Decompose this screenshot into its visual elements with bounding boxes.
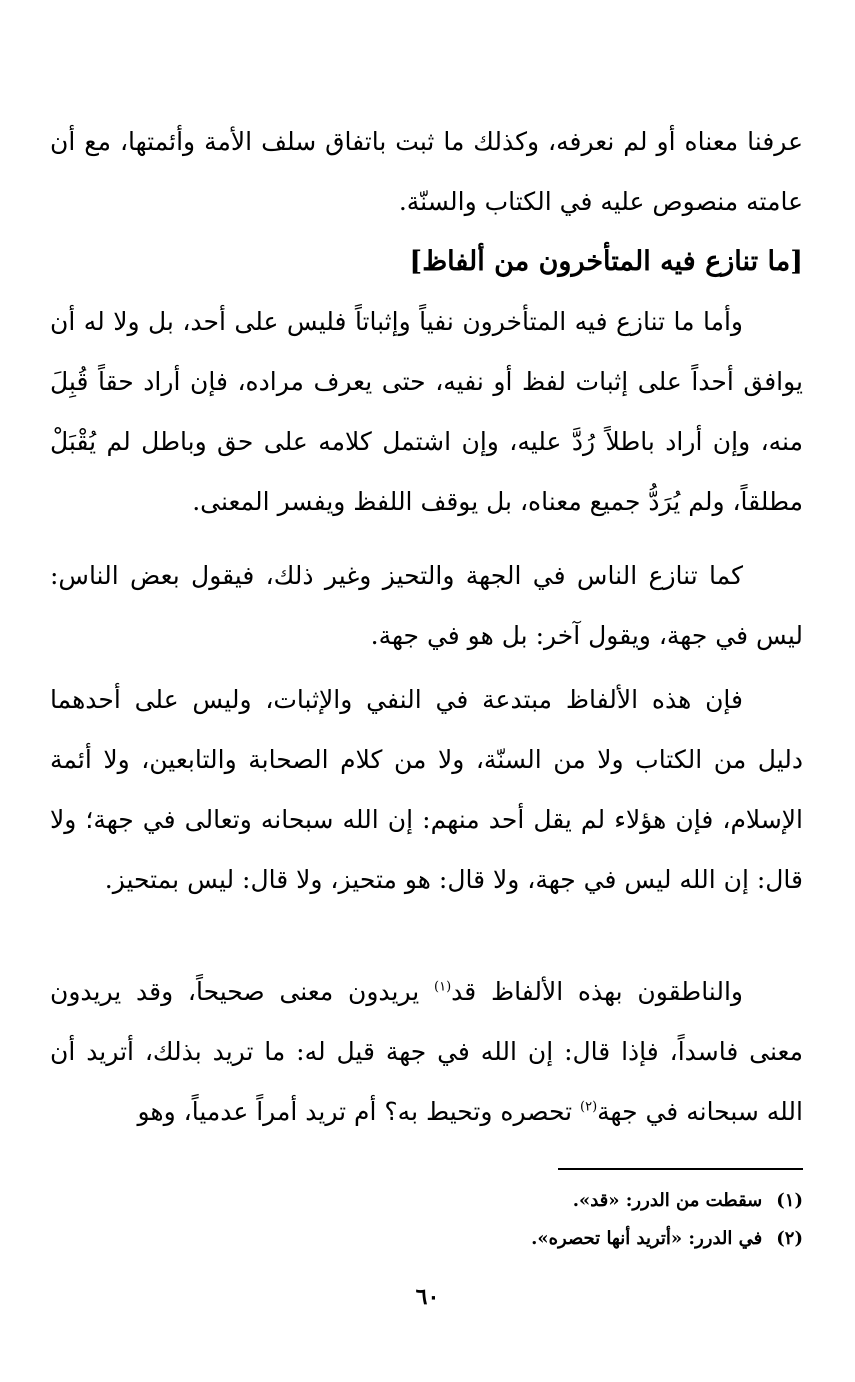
main-text-2: [50, 546, 803, 666]
footnote-2: [50, 1220, 803, 1258]
footnote-number: (١): [776, 1190, 803, 1211]
paragraph-5-part-a: والناطقون بهذه الألفاظ قد: [451, 977, 743, 1006]
footnote-text: في الدرر: «أتريد أنها تحصره».: [531, 1228, 763, 1249]
page-number: ٦٠: [415, 1284, 440, 1310]
paragraph-4: فإن هذه الألفاظ مبتدعة في النفي والإثبات، وليس على أحدهما دليل من الكتاب ولا من السنّة، ولا من كلام الصحابة والتابعين، ولا أئمة الإسلام، فإن هؤلاء لم يقل أحد منهم: إن الله سبحانه وتعالى في جهة؛ ولا قال: إن الله ليس في جهة، ولا قال: هو متحيز، ولا قال: ليس بمتحيز.: [50, 685, 803, 894]
section-heading: [ما تنازع فيه المتأخرون من ألفاظ]: [409, 246, 803, 277]
footnote-divider: [558, 1168, 803, 1170]
paragraph-2: وأما ما تنازع فيه المتأخرون نفياً وإثباتاً فليس على أحد، بل ولا له أن يوافق أحداً على إثبات لفظ أو نفيه، حتى يعرف مراده، فإن أراد حقاً قُبِلَ منه، وإن أراد باطلاً رُدَّ عليه، وإن اشتمل كلامه على حق وباطل لم يُقْبَلْ مطلقاً، ولم يُرَدُّ جميع معناه، بل يوقف اللفظ ويفسر المعنى.: [50, 307, 803, 516]
footnotes: [50, 1182, 803, 1258]
footnote-ref-1: (١): [434, 979, 452, 995]
paragraph-5-part-c: تحصره وتحيط به؟ أم تريد أمراً عدمياً، وهو: [137, 1097, 580, 1126]
main-text-4: [50, 962, 803, 1142]
footnote-ref-2: (٢): [580, 1099, 598, 1115]
main-text-3: [50, 670, 803, 910]
paragraph-5-part-b: يريدون معنى صحيحاً، وقد يريدون معنى فاسداً، فإذا قال: إن الله في جهة قيل له: ما تريد بذلك، أتريد أن الله سبحانه في جهة: [50, 977, 803, 1126]
main-text: [50, 112, 803, 532]
paragraph-3: كما تنازع الناس في الجهة والتحيز وغير ذلك، فيقول بعض الناس: ليس في جهة، ويقول آخر: بل هو في جهة.: [50, 561, 803, 650]
footnote-number: (٢): [776, 1228, 803, 1249]
paragraph-5: [50, 962, 803, 1142]
footnote-text: سقطت من الدرر: «قد».: [572, 1190, 763, 1211]
paragraph-continuation: عرفنا معناه أو لم نعرفه، وكذلك ما ثبت باتفاق سلف الأمة وأئمتها، مع أن عامته منصوص عليه في الكتاب والسنّة.: [50, 127, 803, 216]
footnote-1: [50, 1182, 803, 1220]
